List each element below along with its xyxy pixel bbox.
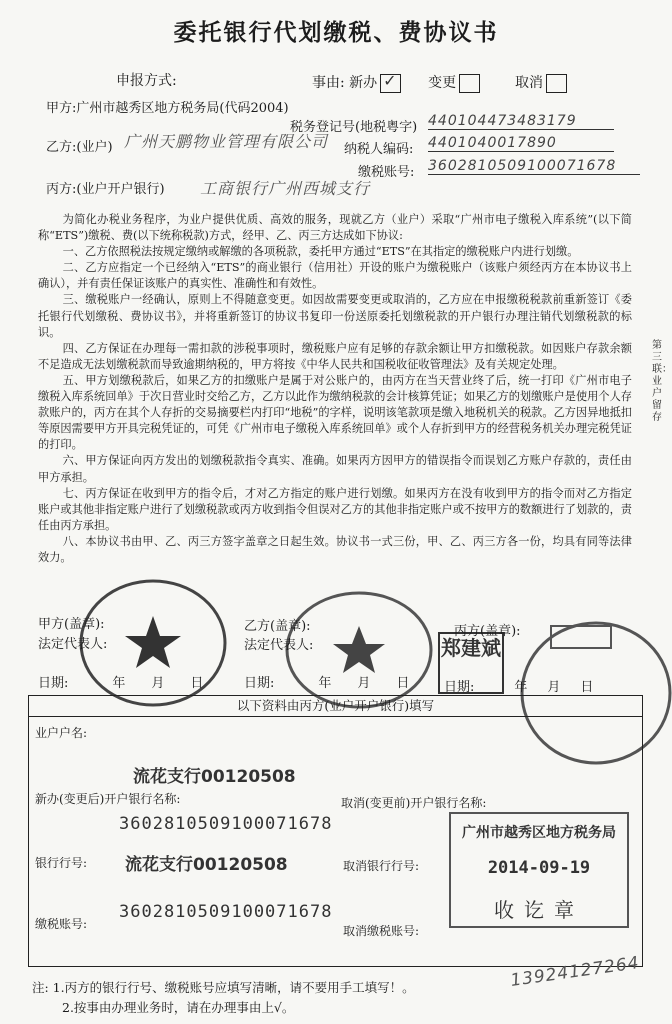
tax-account-bank-value[interactable]: 3602810509100071678 (119, 902, 333, 922)
checkmark-icon: ✓ (383, 70, 397, 90)
declaration-method-label: 申报方式: (116, 73, 177, 89)
cancel-bank-label: 取消(变更前)开户银行名称: (341, 796, 487, 810)
tax-reg-value[interactable]: 440104473483179 (428, 113, 614, 130)
party-a-sign-label: 甲方(盖章): (38, 617, 105, 632)
taxpayer-code-value[interactable]: 4401040017890 (428, 135, 614, 152)
new-bank-account[interactable]: 3602810509100071678 (119, 814, 333, 834)
account-name-label: 业户户名: (35, 726, 88, 740)
body-paragraph: 八、本协议书由甲、乙、丙三方签字盖章之日起生效。协议书一式三份，甲、乙、丙三方各一份，均具有同等法律效力。 (38, 534, 632, 564)
body-paragraph: 六、甲方保证向丙方发出的划缴税款指令真实、准确。如果丙方因甲方的错误指令而误划乙方账户存款的，责任由甲方承担。 (38, 454, 632, 484)
new-bank-label: 新办(变更后)开户银行名称: (35, 792, 181, 806)
party-c-label: 丙方:(业户开户银行) (46, 182, 165, 197)
body-paragraph: 五、甲方划缴税款后，如果乙方的扣缴账户是属于对公账户的，由丙方在当天营业终了后，统一打印《广州市电子缴税入库系统回单》于次日营业时交给乙方，乙方以此作为缴纳税款的会计核算凭证；如果乙方的划缴账户是使用个人存款账户的，丙方在其个人存折的交易摘要栏内打印“地税”的字样，说明该笔款项是缴入地税机关的税款。乙方因异地抵扣等原因需要甲方开具完税凭证的，可凭《广州市电子缴税入库系统回单》或个人存折到甲方的经营税务机关办理完税凭证的打印。 (38, 373, 632, 452)
body-paragraph: 七、丙方保证在收到甲方的指令后，才对乙方指定的账户进行划缴。如果丙方在没有收到甲方的指令而对乙方指定账户或其他非指定账户进行了划缴税款或丙方收到指令但误对乙方的其他非指定账户或不按甲方的数额进行了划款的，责任由丙方承担。 (38, 486, 632, 532)
party-a-label: 甲方:广州市越秀区地方税务局(代码2004) (46, 101, 289, 116)
note-1: 注: 1.丙方的银行行号、缴税账号应填写清晰，请不要用手工填写！。 (32, 980, 415, 995)
document-title: 委托银行代划缴税、费协议书 (173, 20, 499, 46)
note-2: 2.按事由办理业务时，请在办理事由上√。 (62, 1000, 295, 1015)
cancel-checkbox[interactable] (546, 74, 567, 93)
change-option-label: 变更 (428, 75, 457, 91)
change-checkbox[interactable] (459, 74, 480, 93)
body-paragraph: 为简化办税业务程序，为业户提供优质、高效的服务，现就乙方（业户）采取“广州市电子缴税入库系统”(以下简称“ETS”)缴税、费(以下统称税款)方式，经甲、乙、丙三方达成如下协议: (38, 213, 632, 243)
cancel-option-label: 取消 (514, 75, 543, 91)
bank-no-label: 银行行号: (35, 856, 88, 870)
agreement-body (38, 212, 632, 566)
body-paragraph: 三、缴税账户一经确认，原则上不得随意变更。如因故需要变更或取消的，乙方应在申报缴税税款前重新签订《委托银行代划缴税、费协议书》，并将重新签订的协议书复印一份送原委托划缴税款的开户银行办理注销代划缴税款的标识。 (38, 293, 632, 339)
date-a: 日期: 年 月 日 (38, 676, 204, 691)
receipt-stamp-text: 收讫章 (494, 898, 584, 922)
party-a-rep-label: 法定代表人: (38, 637, 108, 652)
reason-label: 事由: (312, 75, 345, 91)
party-b-name[interactable]: 广州天鹏物业管理有限公司 (124, 132, 329, 151)
receipt-stamp-date: 2014-09-19 (487, 858, 591, 878)
tax-account-bank-label: 缴税账号: (35, 917, 88, 931)
tax-reg-label: 税务登记号(地税粤字) (290, 120, 418, 135)
receipt-stamp-office: 广州市越秀区地方税务局 (462, 825, 616, 841)
copy-note: 第三联：业户留存 (652, 340, 672, 423)
new-checkbox[interactable] (380, 70, 401, 93)
new-option-label: 新办 (349, 75, 378, 91)
reason-row (312, 72, 567, 93)
party-b-label: 乙方:(业户) (46, 140, 113, 155)
party-b-rep-label: 法定代表人: (244, 638, 314, 653)
receipt-stamp (449, 812, 629, 928)
body-paragraph: 二、乙方应指定一个已经纳入“ETS”的商业银行（信用社）开设的账户为缴税账户（该账户须经丙方在本协议书上确认），并有责任保证该账户的真实性、准确性和有效性。 (38, 261, 632, 291)
date-b: 日期: 年 月 日 (244, 676, 410, 691)
handwritten-phone: 13924127264 (509, 953, 641, 991)
party-c-name[interactable]: 工商银行广州西城支行 (200, 179, 371, 198)
body-paragraph: 四、乙方保证在办理每一需扣款的涉税事项时，缴税账户应有足够的存款余额让甲方扣缴税款。如因账户存款余额不足造成无法划缴税款而导致逾期纳税的，甲方将按《中华人民共和国税收征收管理法》及有关规定处理。 (38, 341, 632, 371)
cancel-bank-no-label: 取消银行行号: (343, 859, 420, 873)
body-paragraph: 一、乙方依照税法按规定缴纳或解缴的各项税款，委托甲方通过“ETS”在其指定的缴税账户内进行划缴。 (62, 245, 579, 259)
bank-table-header: 以下资料由丙方(业户开户银行)填写 (29, 696, 642, 717)
cancel-tax-account-label: 取消缴税账号: (343, 924, 420, 938)
seal-characters: 郑建斌 (441, 636, 501, 660)
tax-account-value[interactable]: 3602810509100071678 (428, 158, 640, 175)
party-b-sign-label: 乙方(盖章): (244, 619, 311, 634)
account-name-value[interactable]: 流花支行00120508 (133, 767, 296, 787)
bank-no-value[interactable]: 流花支行00120508 (125, 855, 288, 875)
tax-account-label: 缴税账号: (358, 165, 415, 180)
party-c-sign-label: 丙方(盖章): (454, 624, 521, 639)
taxpayer-code-label: 纳税人编码: (344, 142, 414, 157)
date-c: 日期: 年 月 日 (444, 680, 594, 695)
